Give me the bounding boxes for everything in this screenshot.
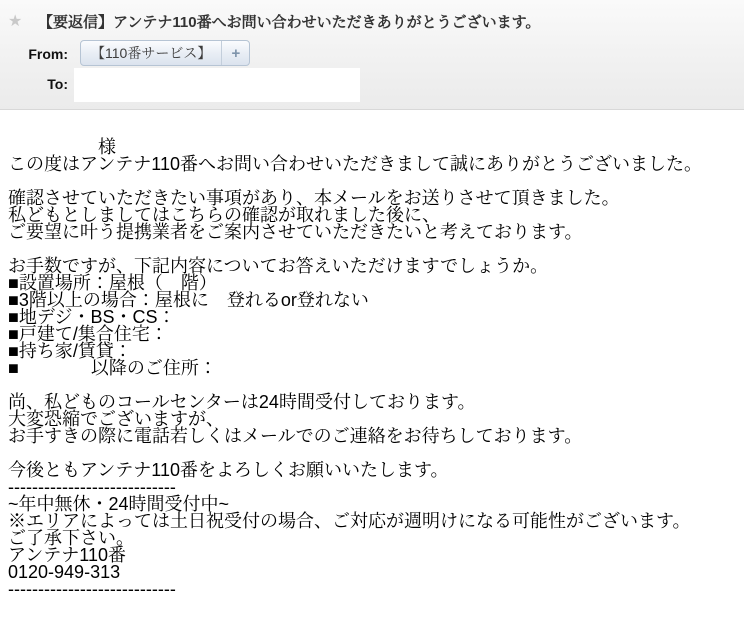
body-text-line: お手数ですが、下記内容についてお答えいただけますでしょうか。	[8, 256, 549, 276]
to-row	[0, 68, 744, 102]
body-text-line: ■ 以降のご住所：	[8, 358, 217, 378]
from-sender-name[interactable]: 【110番サービス】	[91, 45, 212, 61]
body-text-line: ----------------------------	[8, 477, 176, 497]
body-text-line: 尚、私どものコールセンターは24時間受付しております。	[8, 392, 476, 412]
to-recipient-input[interactable]	[74, 68, 360, 102]
email-body	[0, 110, 744, 598]
body-text-line: ※エリアによっては土日祝受付の場合、ご対応が週明けになる可能性がございます。	[8, 511, 691, 531]
body-text-line: 私どもとしましてはこちらの確認が取れました後に、	[8, 205, 440, 225]
to-label: To:	[47, 76, 68, 92]
body-text-line: この度はアンテナ110番へお問い合わせいただきまして誠にありがとうございました。	[8, 154, 702, 174]
email-subject: 【要返信】アンテナ110番へお問い合わせいただきありがとうございます。	[38, 14, 541, 31]
from-sender-chip[interactable]	[80, 40, 250, 66]
body-text-line: ■地デジ・BS・CS：	[8, 307, 176, 327]
body-text-line: ■設置場所：屋根（ 階）	[8, 273, 217, 293]
body-text-line: 今後ともアンテナ110番をよろしくお願いいたします。	[8, 460, 449, 480]
body-text-line: ご了承下さい。	[8, 528, 134, 548]
body-text-line: 0120-949-313	[8, 562, 121, 582]
body-text-line: 様	[8, 137, 116, 157]
from-row	[0, 40, 744, 66]
body-text-line: お手すきの際に電話若しくはメールでのご連絡をお待ちしております。	[8, 426, 583, 446]
body-text-line: ----------------------------	[8, 579, 176, 599]
email-header	[0, 0, 744, 110]
body-text-line: 確認させていただきたい事項があり、本メールをお送りさせて頂きました。	[8, 188, 620, 208]
body-text-line: ■持ち家/賃貸：	[8, 341, 132, 361]
subject-row	[0, 0, 744, 38]
body-text-line: アンテナ110番	[8, 545, 126, 565]
body-text-line: 大変恐縮でございますが、	[8, 409, 224, 429]
body-text-line: ■戸建て/集合住宅：	[8, 324, 168, 344]
add-contact-icon[interactable]: +	[221, 41, 249, 65]
body-text-line: ご要望に叶う提携業者をご案内させていただきたいと考えております。	[8, 222, 583, 242]
body-text-line: ■3階以上の場合：屋根に 登れるor登れない	[8, 290, 369, 310]
body-text-line: ~年中無休・24時間受付中~	[8, 494, 230, 514]
from-label: From:	[28, 46, 68, 62]
star-icon[interactable]: ★	[8, 12, 23, 30]
